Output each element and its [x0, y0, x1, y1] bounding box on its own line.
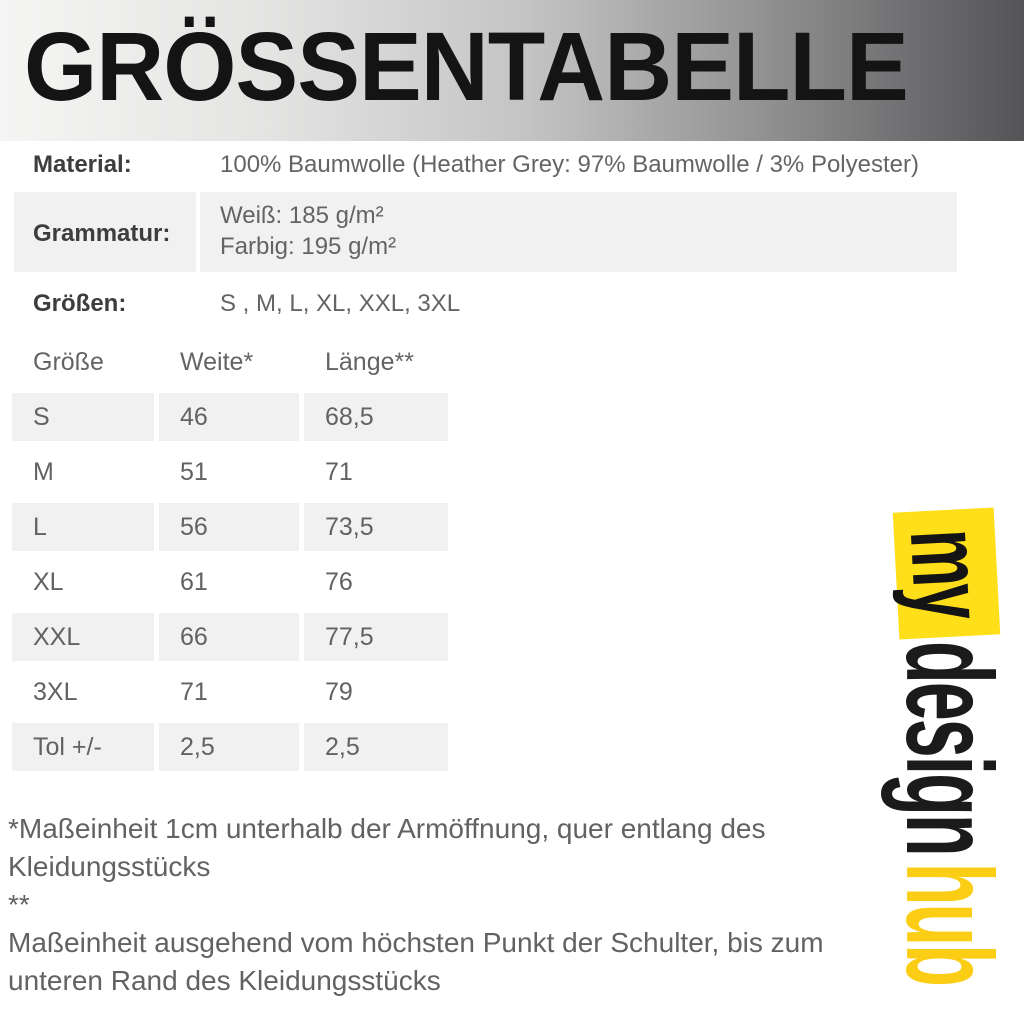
weite-cell: 56 — [159, 503, 299, 551]
laenge-cell: 2,5 — [304, 723, 448, 771]
footnote-line: *Maßeinheit 1cm unterhalb der Armöffnung, quer entlang des — [8, 813, 766, 844]
logo-yellow-box — [888, 507, 1009, 639]
laenge-cell: 77,5 — [304, 613, 448, 661]
laenge-cell: 76 — [325, 567, 353, 596]
groessen-label: Größen: — [33, 290, 127, 317]
weite-cell: 2,5 — [159, 723, 299, 771]
size-cell: XL — [33, 567, 64, 596]
material-value: 100% Baumwolle (Heather Grey: 97% Baumwolle / 3% Polyester) — [220, 151, 919, 178]
footnote-line: ** — [8, 889, 30, 920]
table-row — [12, 448, 448, 496]
column-header-laenge: Länge** — [325, 348, 414, 376]
table-row — [12, 613, 448, 661]
table-row — [12, 723, 448, 771]
groessen-value: S , M, L, XL, XXL, 3XL — [220, 290, 461, 317]
logo-my-text: my — [888, 526, 1009, 621]
size-table-header — [12, 348, 448, 377]
size-cell: S — [12, 393, 154, 441]
weite-cell: 66 — [159, 613, 299, 661]
material-label: Material: — [33, 151, 132, 178]
table-row — [12, 393, 448, 441]
page-title: GRÖSSENTABELLE — [24, 11, 908, 121]
logo-design-text: design — [881, 641, 1018, 855]
size-cell: M — [33, 457, 54, 486]
table-row — [12, 558, 448, 606]
grammatur-label: Grammatur: — [33, 220, 171, 247]
weite-cell: 61 — [180, 567, 208, 596]
laenge-cell: 73,5 — [304, 503, 448, 551]
size-cell: XXL — [12, 613, 154, 661]
size-cell: 3XL — [33, 677, 78, 706]
weite-cell: 51 — [180, 457, 208, 486]
grammatur-value-line1: Weiß: 185 g/m² — [220, 202, 384, 229]
laenge-cell: 71 — [325, 457, 353, 486]
table-row — [12, 668, 448, 716]
weite-cell: 71 — [180, 677, 208, 706]
column-header-weite: Weite* — [180, 348, 254, 376]
laenge-cell: 68,5 — [304, 393, 448, 441]
logo-hub-text: hub — [881, 862, 1018, 985]
footnotes — [8, 810, 828, 1000]
column-header-groesse: Größe — [33, 348, 104, 376]
table-row — [12, 503, 448, 551]
weite-cell: 46 — [159, 393, 299, 441]
header-banner — [0, 0, 1024, 141]
laenge-cell: 79 — [325, 677, 353, 706]
footnote-line: unteren Rand des Kleidungsstücks — [8, 965, 441, 996]
footnote-line: Maßeinheit ausgehend vom höchsten Punkt der Schulter, bis zum — [8, 927, 824, 958]
size-cell: Tol +/- — [12, 723, 154, 771]
brand-logo — [881, 510, 1018, 1002]
grammatur-value-line2: Farbig: 195 g/m² — [220, 233, 397, 260]
footnote-line: Kleidungsstücks — [8, 851, 211, 882]
size-cell: L — [12, 503, 154, 551]
